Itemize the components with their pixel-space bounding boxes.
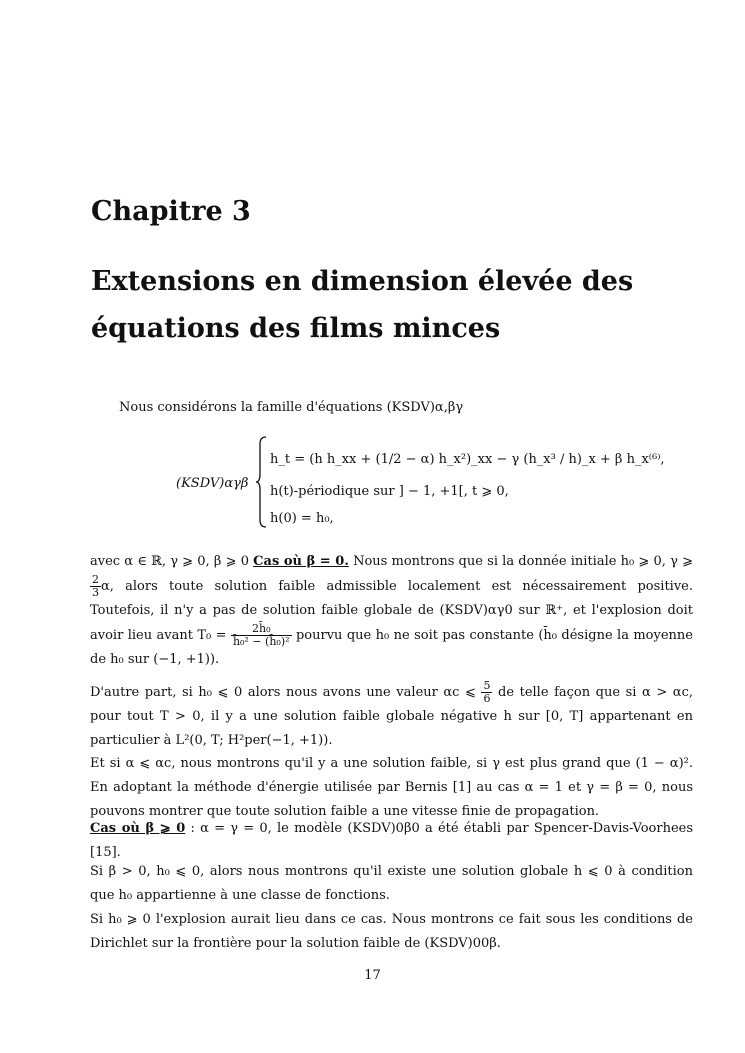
case-heading-beta-positive: Cas où β ⩾ 0 bbox=[90, 821, 186, 836]
fraction-five-sixths bbox=[481, 680, 492, 705]
chapter-heading: Chapitre 3 bbox=[91, 196, 251, 227]
paragraph-case-beta-positive bbox=[90, 817, 693, 865]
p1-text-a: avec α ∈ ℝ, γ ⩾ 0, β ⩾ 0 bbox=[90, 554, 254, 569]
fraction-two-thirds bbox=[90, 574, 101, 599]
fraction-denominator: 6 bbox=[483, 692, 491, 705]
fraction-denominator: 3 bbox=[92, 586, 99, 599]
paragraph-propagation: Et si α ⩽ αc, nous montrons qu'il y a une solution faible, si γ est plus grand que (1 − α)². En adoptant la méthode d'énergie utilisée par Bernis [1] au cas α = 1 et γ = β = 0, nous pouvons montrer que toute solution faible a une vitesse finie de propagation. bbox=[90, 756, 693, 819]
chapter-title-line1: Extensions en dimension élevée des bbox=[91, 266, 634, 297]
p1-text-c: α, alors toute solution faible admissible localement est nécessairement positive. Toutefois, il n'y a pas de solution faible globale de (KSDV)αγ0 sur ℝ⁺, et l'explosion doit avoir lieu avant T₀ = bbox=[90, 579, 693, 643]
fraction-t0 bbox=[231, 623, 292, 648]
p2-text-a: D'autre part, si h₀ ⩽ 0 alors nous avons une valeur αc ⩽ bbox=[90, 685, 482, 700]
p1-text-b: Nous montrons que si la donnée initiale h₀ ⩾ 0, γ ⩾ bbox=[348, 554, 693, 569]
case-heading-beta-zero: Cas où β = 0. bbox=[253, 554, 349, 569]
equation-line-3: h(0) = h₀, bbox=[270, 511, 334, 526]
t0-denominator: h̄₀² − (h̄₀)² bbox=[232, 635, 290, 648]
system-label: (KSDV)αγβ bbox=[176, 476, 249, 491]
t0-numerator: 2h̄₀ bbox=[231, 623, 292, 636]
page-number: 17 bbox=[364, 968, 381, 983]
left-brace bbox=[255, 436, 267, 528]
p2-text-b: de telle façon que si α > αc, pour tout T > 0, il y a une solution faible globale négative h sur [0, T] appartenant en particulier à L²(0, T; H²per(−1, +1)). bbox=[90, 685, 693, 748]
paragraph-negative-data bbox=[90, 680, 693, 753]
equation-line-1: h_t = (h h_xx + (1/2 − α) h_x²)_xx − γ (h_x³ / h)_x + β h_x⁽⁶⁾, bbox=[270, 452, 665, 467]
fraction-numerator: 2 bbox=[92, 573, 99, 586]
p1-text-d: pourvu que h₀ ne soit pas constante (h̄₀ désigne la moyenne de h₀ sur (−1, +1)). bbox=[90, 628, 693, 667]
paragraph-global-solution: Si β > 0, h₀ ⩽ 0, alors nous montrons qu'il existe une solution globale h ⩽ 0 à condition que h₀ appartienne à une classe de fonctions. bbox=[90, 864, 693, 903]
intro-sentence: Nous considérons la famille d'équations (KSDV)α,βγ bbox=[119, 400, 464, 415]
p4-text: : α = γ = 0, le modèle (KSDV)0β0 a été établi par Spencer-Davis-Voorhees [15]. bbox=[90, 821, 693, 860]
paragraph-explosion: Si h₀ ⩾ 0 l'explosion aurait lieu dans ce cas. Nous montrons ce fait sous les conditions de Dirichlet sur la frontière pour la solution faible de (KSDV)00β. bbox=[90, 912, 693, 951]
chapter-title-line2: équations des films minces bbox=[91, 313, 501, 344]
fraction-numerator: 5 bbox=[483, 679, 491, 692]
paragraph-case-beta-zero bbox=[90, 550, 693, 672]
equation-line-2: h(t)-périodique sur ] − 1, +1[, t ⩾ 0, bbox=[270, 484, 509, 499]
